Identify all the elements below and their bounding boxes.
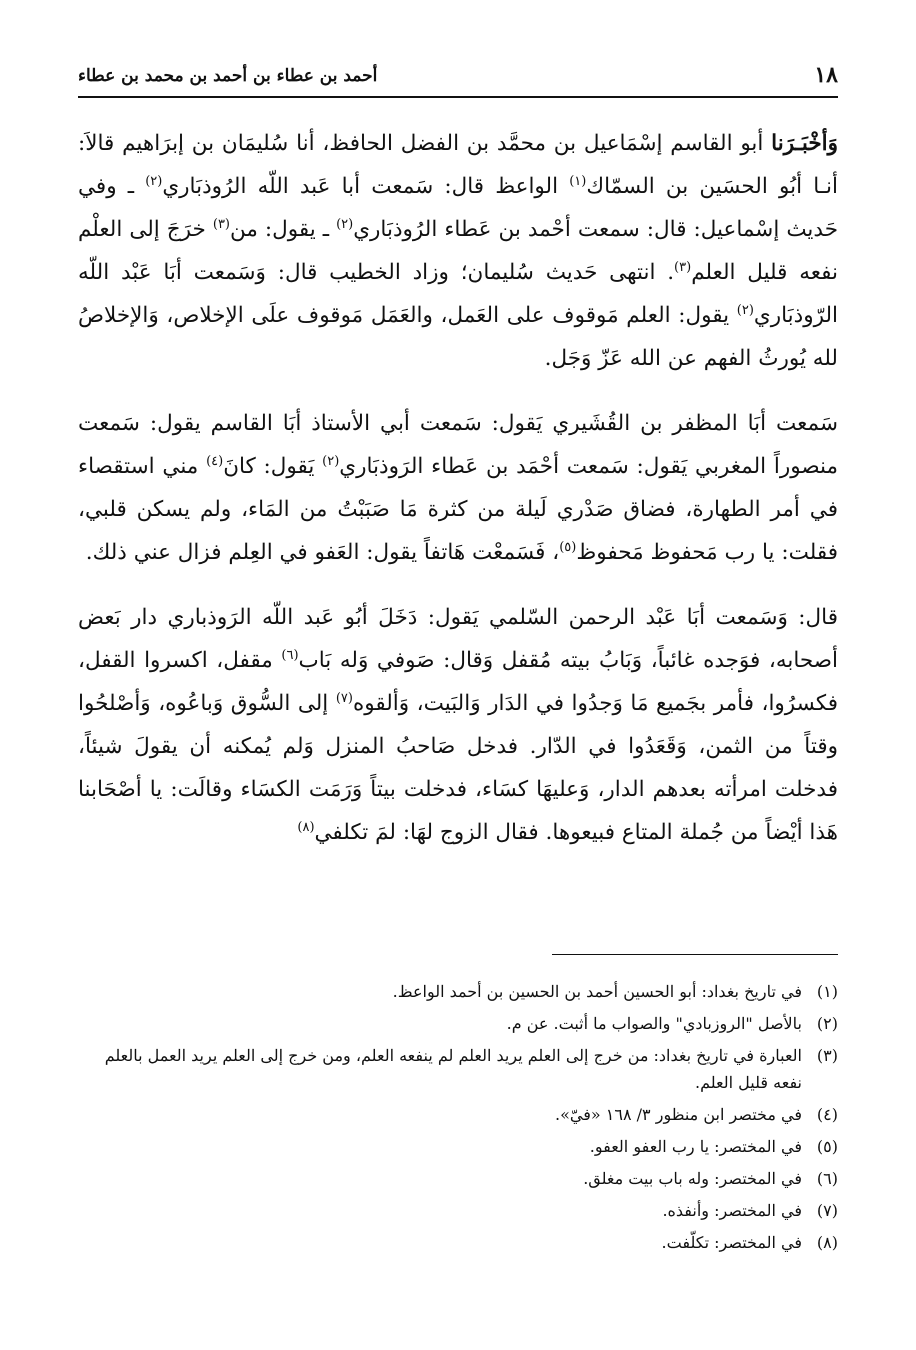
- paragraph: [78, 122, 838, 380]
- footnote-number: (٨): [816, 1233, 838, 1252]
- footnote-reference[interactable]: (٣): [674, 259, 692, 275]
- paragraph-text: ـ وفي حَديث إسْماعيل: قال: سمعت أحْمد بن عَطاء الرُوذبَاري: [78, 174, 838, 242]
- footnote-reference[interactable]: (٨): [297, 819, 315, 835]
- footnote: [78, 1133, 838, 1160]
- footnote-reference[interactable]: (٧): [335, 690, 353, 706]
- footnote: [78, 1229, 838, 1256]
- footnote-number: (١): [816, 982, 838, 1001]
- footnote-reference[interactable]: (٦): [281, 647, 299, 663]
- footnote-reference[interactable]: (٢): [145, 173, 163, 189]
- running-title: أحمد بن عطاء بن أحمد بن محمد بن عطاء: [78, 66, 378, 86]
- footnote-text: في المختصر: تكلّفت.: [661, 1233, 802, 1252]
- footnote-reference[interactable]: (١): [569, 173, 587, 189]
- footnote-text: في تاريخ بغداد: أبو الحسين أحمد بن الحسين بن أحمد الواعظ.: [392, 982, 802, 1001]
- paragraph-text: أبو القاسم إسْمَاعيل بن محمَّد بن الفضل الحافظ، أنا سُليمَان بن إبرَاهيم قالاَ: أنـا أبُو الحسَين بن السمّاك: [78, 131, 838, 199]
- footnote: [78, 978, 838, 1005]
- paragraph-text: قال: وَسَمعت أبَا عَبْد الرحمن السّلمي يَقول: دَخَلَ أبُو عَبد اللّه الرَوذباري دار بَعض أصحابه، فوَجده غائباً، وَبَابُ بيته مُقفل وَقال: صَوفي وَله بَاب: [78, 605, 838, 673]
- footnote-reference[interactable]: (٣): [212, 216, 230, 232]
- footnote: [78, 1165, 838, 1192]
- footnote-reference[interactable]: (٥): [559, 539, 577, 555]
- footnote-number: (٢): [816, 1014, 838, 1033]
- footnote-number: (٧): [816, 1201, 838, 1220]
- paragraph-lead: وَأخْبَـرَنا: [771, 131, 838, 156]
- footnote: [78, 1197, 838, 1224]
- paragraph-text: يقول: العلم مَوقوف على العَمل، والعَمَل مَوقوف علَى الإخلاص، وَالإخلاصُ لله يُورثُ الفهم عن الله عَزّ وَجَل.: [78, 303, 838, 371]
- footnote-reference[interactable]: (٢): [322, 453, 340, 469]
- footnote-number: (٥): [816, 1137, 838, 1156]
- footnote-text: في المختصر: وأنفذه.: [662, 1201, 802, 1220]
- footnote-text: في مختصر ابن منظور ٣/ ١٦٨ «فيّ».: [555, 1105, 802, 1124]
- paragraph-text: خرَجَ إلى العلْم نفعه قليل العلم: [78, 217, 838, 285]
- footnote-text: بالأصل "الروزبادي" والصواب ما أثبت. عن م.: [506, 1014, 802, 1033]
- footnote-number: (٣): [816, 1046, 838, 1065]
- footnote-text: في المختصر: وله باب بيت مغلق.: [583, 1169, 802, 1188]
- footnote-reference[interactable]: (٢): [736, 302, 754, 318]
- paragraph-text: مني استقصاء في أمر الطهارة، فضاق صَدْري لَيلة من كثرة مَا صَبَبْتُ من المَاء، ولم يسكن قلبي، فقلت: يا رب مَحفوظ مَحفوظ: [78, 454, 838, 565]
- paragraph-text: مقفل، اكسروا القفل، فكسرُوا، فأمر بجَميع مَا وَجدُوا في الدَار وَالبَيت، وَألقوه: [78, 648, 838, 716]
- paragraph: [78, 402, 838, 574]
- footnote-text: العبارة في تاريخ بغداد: من خرج إلى العلم يريد العلم لم ينفعه العلم، ومن خرج إلى العلم يريد العمل بالعلم نفعه قليل العلم.: [104, 1046, 802, 1092]
- paragraph-text: الواعظ قال: سَمعت أبا عَبد اللّه الرُوذبَاري: [162, 174, 570, 199]
- footnote-divider: [552, 954, 838, 955]
- paragraph-text: ، فَسَمعْت هَاتفاً يقول: العَفو في العِلم فزال عني ذلك.: [85, 540, 560, 565]
- footnote-text: في المختصر: يا رب العفو العفو.: [589, 1137, 802, 1156]
- page-number: ١٨: [814, 62, 838, 88]
- footnote: [78, 1010, 838, 1037]
- body-text: [78, 122, 838, 854]
- paragraph-text: إلى السُّوق وَباعُوه، وَأصْلحُوا وقتاً من الثمن، وَقَعَدُوا في الدّار. فدخل صَاحبُ المنزل وَلم يُمكنه أن يقولَ شيئاً، فدخلت امرأته بعدهم الدار، وَعليهَا كسَاء، فدخلت بيتاً وَرَمَت الكسَاء وقالَت: يا أصْحَابنا هَذا أيْضاً من جُملة المتاع فبيعوها. فقال الزوج لهَا: لمَ تكلفي: [78, 691, 838, 845]
- paragraph-text: ـ يقول: من: [230, 217, 337, 242]
- page-header: [78, 58, 838, 98]
- footnote-reference[interactable]: (٤): [206, 453, 224, 469]
- footnote-number: (٦): [816, 1169, 838, 1188]
- footnotes: [78, 978, 838, 1261]
- footnote-reference[interactable]: (٢): [336, 216, 354, 232]
- paragraph-text: . انتهى حَديث سُليمان؛ وزاد الخطيب قال: وَسَمعت أبَا عَبْد اللّه الرّوذبَاري: [78, 260, 838, 328]
- paragraph: [78, 596, 838, 854]
- footnote: [78, 1101, 838, 1128]
- footnote-number: (٤): [816, 1105, 838, 1124]
- paragraph-text: يَقول: كانَ: [223, 454, 323, 479]
- paragraph-text: سَمعت أبَا المظفر بن القُشَيري يَقول: سَمعت أبي الأستاذ أبَا القاسم يقول: سَمعت منصوراً المغربي يَقول: سَمعت أحْمَد بن عَطاء الرَوذبَاري: [78, 411, 838, 479]
- footnote: [78, 1042, 838, 1096]
